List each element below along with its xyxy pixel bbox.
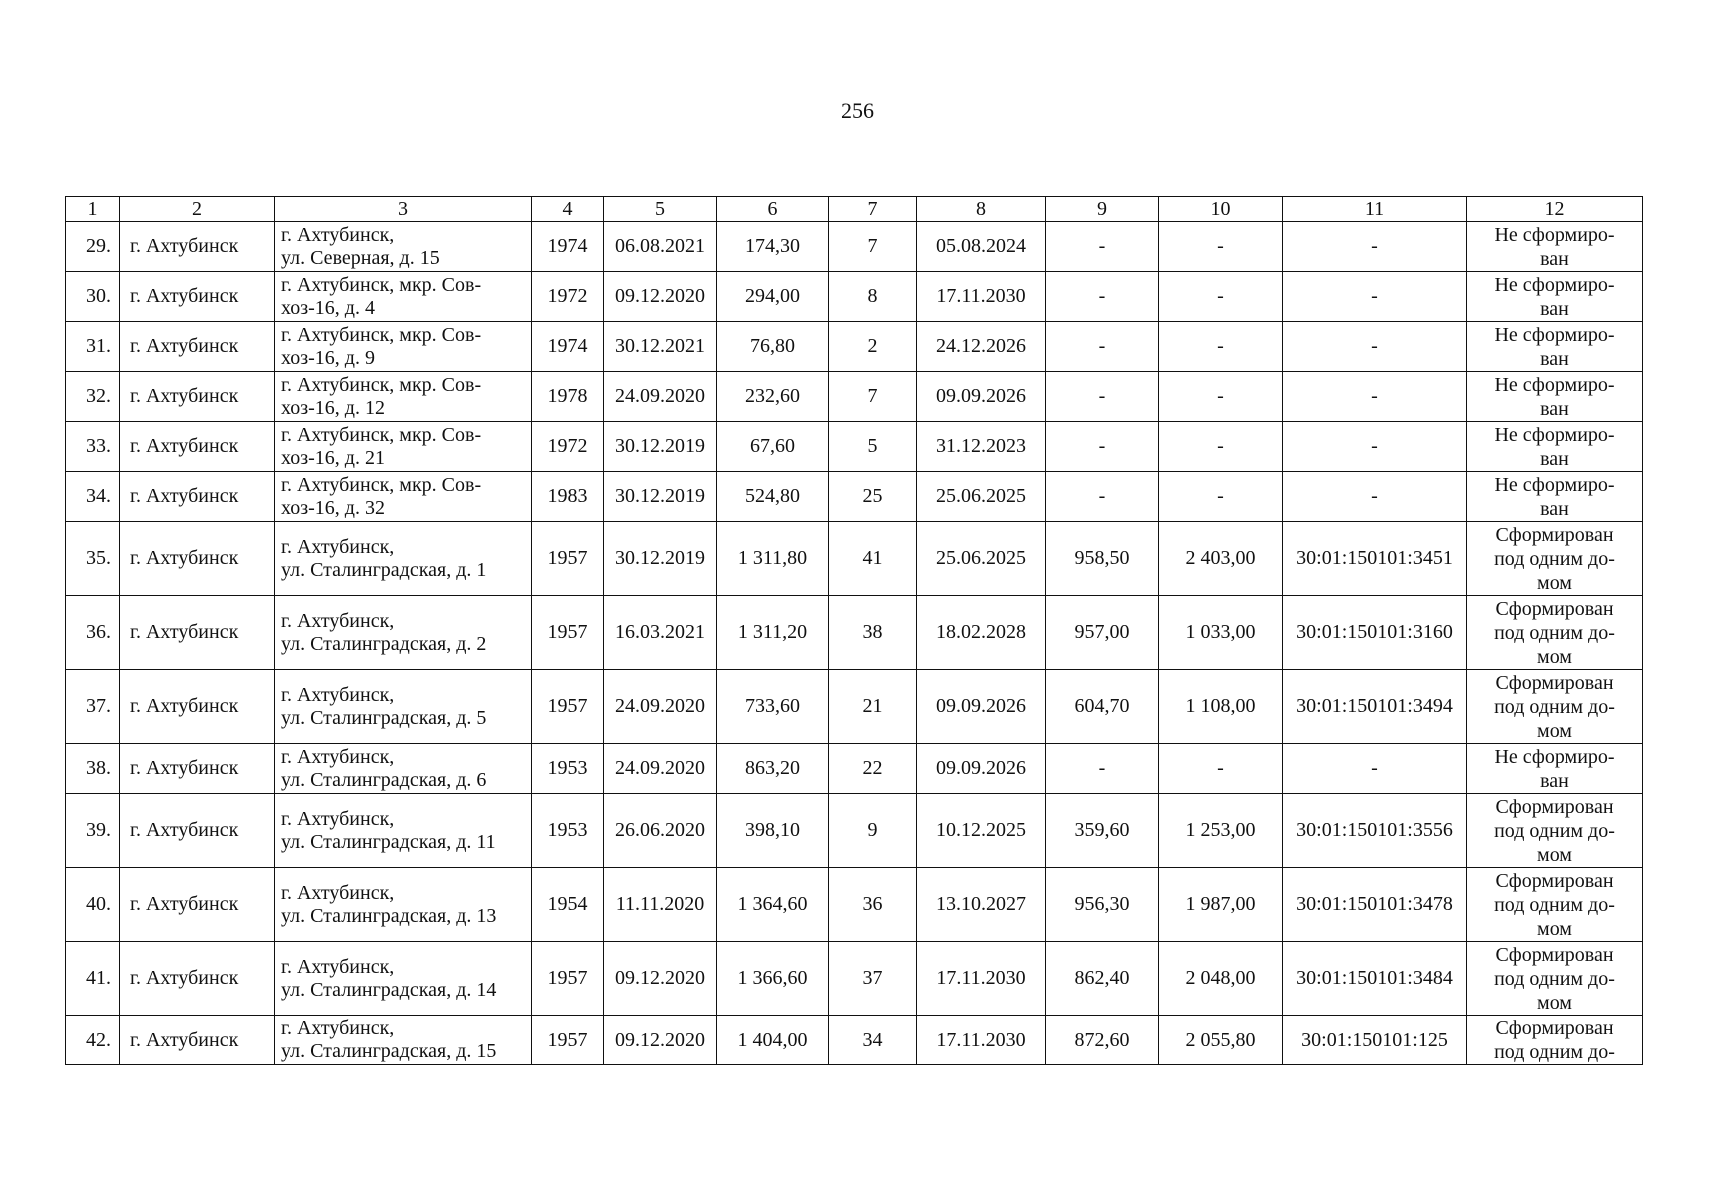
locality-cell: г. Ахтубинск (120, 372, 275, 422)
area-cell: 398,10 (717, 794, 829, 868)
row-number-cell: 36. (66, 596, 120, 670)
apartments-count-cell: 34 (829, 1016, 917, 1065)
land-area-cell: - (1046, 322, 1159, 372)
table-row (66, 372, 1643, 422)
survey-date-cell: 09.12.2020 (604, 1016, 717, 1065)
locality-cell: г. Ахтубинск (120, 272, 275, 322)
column-header: 5 (604, 197, 717, 222)
build-year-cell: 1972 (532, 272, 604, 322)
resettlement-date-cell: 17.11.2030 (917, 1016, 1046, 1065)
land-status-cell: Не сформиро- ван (1467, 744, 1643, 794)
build-year-cell: 1983 (532, 472, 604, 522)
resettlement-date-cell: 25.06.2025 (917, 472, 1046, 522)
land-area-cell: - (1046, 222, 1159, 272)
locality-cell: г. Ахтубинск (120, 222, 275, 272)
table-row (66, 222, 1643, 272)
locality-cell: г. Ахтубинск (120, 522, 275, 596)
column-header: 8 (917, 197, 1046, 222)
land-area-cell: 604,70 (1046, 670, 1159, 744)
survey-date-cell: 09.12.2020 (604, 272, 717, 322)
resettlement-date-cell: 09.09.2026 (917, 670, 1046, 744)
table-row (66, 942, 1643, 1016)
table-row (66, 522, 1643, 596)
cadastral-number-cell: 30:01:150101:3160 (1283, 596, 1467, 670)
page-number: 256 (841, 98, 874, 123)
land-plot-area-cell: 2 048,00 (1159, 942, 1283, 1016)
area-cell: 1 404,00 (717, 1016, 829, 1065)
cadastral-number-cell: 30:01:150101:3451 (1283, 522, 1467, 596)
resettlement-date-cell: 09.09.2026 (917, 744, 1046, 794)
area-cell: 67,60 (717, 422, 829, 472)
area-cell: 76,80 (717, 322, 829, 372)
land-plot-area-cell: 1 253,00 (1159, 794, 1283, 868)
land-plot-area-cell: 1 987,00 (1159, 868, 1283, 942)
table-row (66, 1016, 1643, 1065)
build-year-cell: 1953 (532, 744, 604, 794)
row-number-cell: 41. (66, 942, 120, 1016)
survey-date-cell: 11.11.2020 (604, 868, 717, 942)
build-year-cell: 1972 (532, 422, 604, 472)
area-cell: 1 311,20 (717, 596, 829, 670)
table-row (66, 472, 1643, 522)
row-number-cell: 40. (66, 868, 120, 942)
build-year-cell: 1974 (532, 222, 604, 272)
land-plot-area-cell: 2 403,00 (1159, 522, 1283, 596)
area-cell: 174,30 (717, 222, 829, 272)
apartments-count-cell: 5 (829, 422, 917, 472)
survey-date-cell: 24.09.2020 (604, 670, 717, 744)
survey-date-cell: 30.12.2021 (604, 322, 717, 372)
land-plot-area-cell: 1 108,00 (1159, 670, 1283, 744)
column-header: 7 (829, 197, 917, 222)
table-row (66, 322, 1643, 372)
resettlement-date-cell: 13.10.2027 (917, 868, 1046, 942)
apartments-count-cell: 9 (829, 794, 917, 868)
address-cell: г. Ахтубинск, ул. Сталинградская, д. 13 (275, 868, 532, 942)
land-area-cell: 958,50 (1046, 522, 1159, 596)
resettlement-date-cell: 05.08.2024 (917, 222, 1046, 272)
land-status-cell: Не сформиро- ван (1467, 472, 1643, 522)
area-cell: 1 311,80 (717, 522, 829, 596)
survey-date-cell: 30.12.2019 (604, 522, 717, 596)
resettlement-date-cell: 17.11.2030 (917, 942, 1046, 1016)
cadastral-number-cell: - (1283, 472, 1467, 522)
cadastral-number-cell: 30:01:150101:3484 (1283, 942, 1467, 1016)
table-row (66, 670, 1643, 744)
column-header: 4 (532, 197, 604, 222)
land-plot-area-cell: 2 055,80 (1159, 1016, 1283, 1065)
land-status-cell: Сформирован под одним до- мом (1467, 522, 1643, 596)
row-number-cell: 30. (66, 272, 120, 322)
locality-cell: г. Ахтубинск (120, 422, 275, 472)
row-number-cell: 42. (66, 1016, 120, 1065)
area-cell: 1 364,60 (717, 868, 829, 942)
apartments-count-cell: 22 (829, 744, 917, 794)
cadastral-number-cell: 30:01:150101:3494 (1283, 670, 1467, 744)
column-header: 10 (1159, 197, 1283, 222)
address-cell: г. Ахтубинск, мкр. Сов- хоз-16, д. 9 (275, 322, 532, 372)
survey-date-cell: 26.06.2020 (604, 794, 717, 868)
cadastral-number-cell: - (1283, 372, 1467, 422)
table-row (66, 744, 1643, 794)
resettlement-date-cell: 18.02.2028 (917, 596, 1046, 670)
table-row (66, 422, 1643, 472)
land-status-cell: Не сформиро- ван (1467, 222, 1643, 272)
row-number-cell: 37. (66, 670, 120, 744)
land-status-cell: Сформирован под одним до- мом (1467, 868, 1643, 942)
land-plot-area-cell: - (1159, 472, 1283, 522)
apartments-count-cell: 36 (829, 868, 917, 942)
row-number-cell: 33. (66, 422, 120, 472)
resettlement-date-cell: 10.12.2025 (917, 794, 1046, 868)
area-cell: 232,60 (717, 372, 829, 422)
land-area-cell: - (1046, 422, 1159, 472)
build-year-cell: 1957 (532, 522, 604, 596)
cadastral-number-cell: 30:01:150101:125 (1283, 1016, 1467, 1065)
row-number-cell: 29. (66, 222, 120, 272)
address-cell: г. Ахтубинск, ул. Сталинградская, д. 15 (275, 1016, 532, 1065)
table-body (66, 222, 1643, 1065)
address-cell: г. Ахтубинск, ул. Сталинградская, д. 5 (275, 670, 532, 744)
address-cell: г. Ахтубинск, мкр. Сов- хоз-16, д. 21 (275, 422, 532, 472)
resettlement-date-cell: 25.06.2025 (917, 522, 1046, 596)
address-cell: г. Ахтубинск, ул. Северная, д. 15 (275, 222, 532, 272)
locality-cell: г. Ахтубинск (120, 744, 275, 794)
row-number-cell: 31. (66, 322, 120, 372)
address-cell: г. Ахтубинск, ул. Сталинградская, д. 2 (275, 596, 532, 670)
column-header: 9 (1046, 197, 1159, 222)
land-area-cell: - (1046, 744, 1159, 794)
table-row (66, 794, 1643, 868)
address-cell: г. Ахтубинск, мкр. Сов- хоз-16, д. 32 (275, 472, 532, 522)
column-header: 12 (1467, 197, 1643, 222)
address-cell: г. Ахтубинск, ул. Сталинградская, д. 6 (275, 744, 532, 794)
land-area-cell: - (1046, 272, 1159, 322)
build-year-cell: 1954 (532, 868, 604, 942)
area-cell: 863,20 (717, 744, 829, 794)
land-status-cell: Не сформиро- ван (1467, 322, 1643, 372)
build-year-cell: 1953 (532, 794, 604, 868)
resettlement-date-cell: 17.11.2030 (917, 272, 1046, 322)
column-header: 11 (1283, 197, 1467, 222)
land-area-cell: 957,00 (1046, 596, 1159, 670)
row-number-cell: 35. (66, 522, 120, 596)
survey-date-cell: 16.03.2021 (604, 596, 717, 670)
column-header: 2 (120, 197, 275, 222)
build-year-cell: 1957 (532, 596, 604, 670)
build-year-cell: 1957 (532, 942, 604, 1016)
apartments-count-cell: 7 (829, 222, 917, 272)
build-year-cell: 1974 (532, 322, 604, 372)
apartments-count-cell: 38 (829, 596, 917, 670)
survey-date-cell: 24.09.2020 (604, 372, 717, 422)
land-plot-area-cell: - (1159, 222, 1283, 272)
apartments-count-cell: 41 (829, 522, 917, 596)
survey-date-cell: 24.09.2020 (604, 744, 717, 794)
land-area-cell: 872,60 (1046, 1016, 1159, 1065)
land-plot-area-cell: - (1159, 372, 1283, 422)
land-status-cell: Сформирован под одним до- мом (1467, 670, 1643, 744)
apartments-count-cell: 37 (829, 942, 917, 1016)
cadastral-number-cell: 30:01:150101:3556 (1283, 794, 1467, 868)
land-status-cell: Не сформиро- ван (1467, 372, 1643, 422)
land-plot-area-cell: - (1159, 744, 1283, 794)
survey-date-cell: 09.12.2020 (604, 942, 717, 1016)
address-cell: г. Ахтубинск, ул. Сталинградская, д. 1 (275, 522, 532, 596)
land-plot-area-cell: 1 033,00 (1159, 596, 1283, 670)
table-row (66, 868, 1643, 942)
apartments-count-cell: 7 (829, 372, 917, 422)
land-plot-area-cell: - (1159, 422, 1283, 472)
land-plot-area-cell: - (1159, 322, 1283, 372)
land-area-cell: 956,30 (1046, 868, 1159, 942)
land-status-cell: Сформирован под одним до- мом (1467, 596, 1643, 670)
housing-table (65, 196, 1643, 1065)
land-area-cell: 862,40 (1046, 942, 1159, 1016)
locality-cell: г. Ахтубинск (120, 670, 275, 744)
column-header: 1 (66, 197, 120, 222)
build-year-cell: 1957 (532, 1016, 604, 1065)
locality-cell: г. Ахтубинск (120, 472, 275, 522)
resettlement-date-cell: 09.09.2026 (917, 372, 1046, 422)
column-header: 6 (717, 197, 829, 222)
land-area-cell: 359,60 (1046, 794, 1159, 868)
cadastral-number-cell: - (1283, 222, 1467, 272)
land-area-cell: - (1046, 372, 1159, 422)
row-number-cell: 32. (66, 372, 120, 422)
build-year-cell: 1978 (532, 372, 604, 422)
table-row (66, 596, 1643, 670)
land-status-cell: Не сформиро- ван (1467, 422, 1643, 472)
apartments-count-cell: 25 (829, 472, 917, 522)
land-status-cell: Сформирован под одним до- (1467, 1016, 1643, 1065)
survey-date-cell: 30.12.2019 (604, 472, 717, 522)
land-status-cell: Не сформиро- ван (1467, 272, 1643, 322)
cadastral-number-cell: - (1283, 422, 1467, 472)
address-cell: г. Ахтубинск, мкр. Сов- хоз-16, д. 4 (275, 272, 532, 322)
locality-cell: г. Ахтубинск (120, 794, 275, 868)
address-cell: г. Ахтубинск, ул. Сталинградская, д. 11 (275, 794, 532, 868)
row-number-cell: 38. (66, 744, 120, 794)
locality-cell: г. Ахтубинск (120, 596, 275, 670)
address-cell: г. Ахтубинск, ул. Сталинградская, д. 14 (275, 942, 532, 1016)
locality-cell: г. Ахтубинск (120, 322, 275, 372)
locality-cell: г. Ахтубинск (120, 868, 275, 942)
cadastral-number-cell: - (1283, 322, 1467, 372)
table-row (66, 272, 1643, 322)
cadastral-number-cell: - (1283, 272, 1467, 322)
land-status-cell: Сформирован под одним до- мом (1467, 794, 1643, 868)
land-area-cell: - (1046, 472, 1159, 522)
locality-cell: г. Ахтубинск (120, 1016, 275, 1065)
apartments-count-cell: 2 (829, 322, 917, 372)
area-cell: 524,80 (717, 472, 829, 522)
resettlement-date-cell: 31.12.2023 (917, 422, 1046, 472)
apartments-count-cell: 21 (829, 670, 917, 744)
apartments-count-cell: 8 (829, 272, 917, 322)
column-header: 3 (275, 197, 532, 222)
land-status-cell: Сформирован под одним до- мом (1467, 942, 1643, 1016)
column-number-row (66, 197, 1643, 222)
survey-date-cell: 06.08.2021 (604, 222, 717, 272)
cadastral-number-cell: - (1283, 744, 1467, 794)
area-cell: 294,00 (717, 272, 829, 322)
row-number-cell: 34. (66, 472, 120, 522)
locality-cell: г. Ахтубинск (120, 942, 275, 1016)
cadastral-number-cell: 30:01:150101:3478 (1283, 868, 1467, 942)
build-year-cell: 1957 (532, 670, 604, 744)
area-cell: 733,60 (717, 670, 829, 744)
row-number-cell: 39. (66, 794, 120, 868)
survey-date-cell: 30.12.2019 (604, 422, 717, 472)
address-cell: г. Ахтубинск, мкр. Сов- хоз-16, д. 12 (275, 372, 532, 422)
land-plot-area-cell: - (1159, 272, 1283, 322)
area-cell: 1 366,60 (717, 942, 829, 1016)
resettlement-date-cell: 24.12.2026 (917, 322, 1046, 372)
